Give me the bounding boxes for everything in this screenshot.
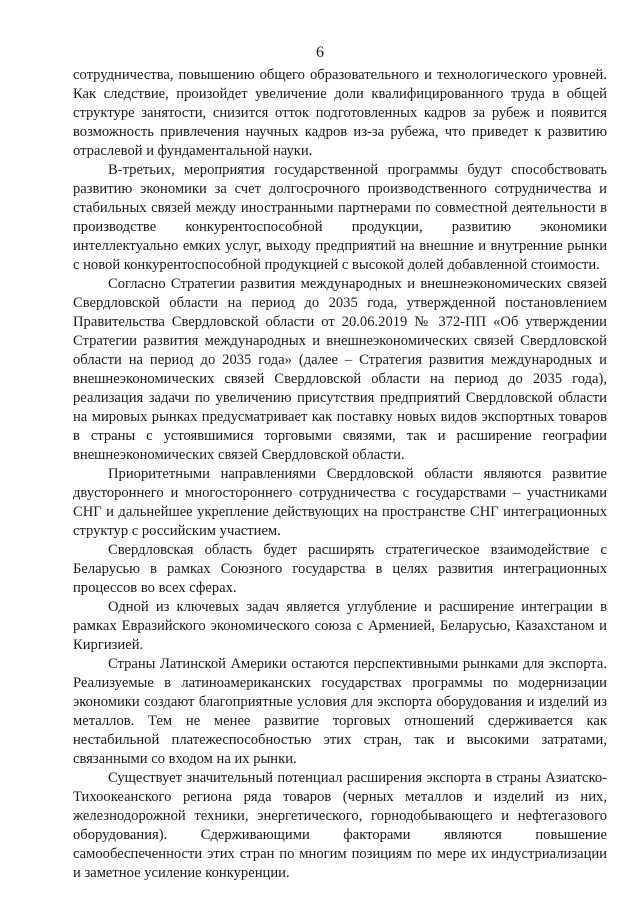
- paragraph-8: Существует значительный потенциал расширения экспорта в страны Азиатско-Тихоокеанского региона ряда товаров (черных металлов и изделий из них, железнодорожной техники, энергетического, горнодобывающего и нефтегазового оборудования). Сдерживающими факторами являются повышение самообеспеченности этих стран по многим позициям по мере их индустриализации и заметное усиление конкуренции.: [73, 770, 607, 881]
- paragraph-3: Согласно Стратегии развития международных и внешнеэкономических связей Свердловской области на период до 2035 года, утвержденной постановлением Правительства Свердловской области от 20.06.2019 № 372-ПП «Об утверждении Стратегии развития международных и внешнеэкономических связей Свердловской области на период до 2035 года» (далее – Стратегия развития международных и внешнеэкономических связей Свердловской области на период до 2035 года), реализация задачи по увеличению присутствия предприятий Свердловской области на мировых рынках предусматривает как поставку новых видов экспортных товаров в страны с устоявшимися торговыми связями, так и расширение географии внешнеэкономических связей Свердловской области.: [73, 276, 607, 463]
- paragraph-1: сотрудничества, повышению общего образовательного и технологического уровней. Как следствие, произойдет увеличение доли квалифицированного труда в общей структуре занятости, снизится отток подготовленных кадров за рубеж и появится возможность привлечения научных кадров из-за рубежа, что приведет к развитию отраслевой и фундаментальной науки.: [73, 67, 607, 159]
- paragraph-6: Одной из ключевых задач является углубление и расширение интеграции в рамках Евразийского экономического союза с Арменией, Беларусью, Казахстаном и Киргизией.: [73, 599, 607, 653]
- paragraph-5: Свердловская область будет расширять стратегическое взаимодействие с Беларусью в рамках Союзного государства в целях развития интеграционных процессов во всех сферах.: [73, 542, 607, 596]
- document-body: [73, 66, 607, 883]
- paragraph-2: В-третьих, мероприятия государственной программы будут способствовать развитию экономики за счет долгосрочного производственного сотрудничества и стабильных связей между иностранными партнерами по совместной деятельности в производстве конкурентоспособной продукции, развитию экономики интеллектуально емких услуг, выходу предприятий на внешние и внутренние рынки с новой конкурентоспособной продукцией с высокой долей добавленной стоимости.: [73, 162, 607, 273]
- paragraph-7: Страны Латинской Америки остаются перспективными рынками для экспорта. Реализуемые в латиноамериканских государствах программы по модернизации экономики создают благоприятные условия для экспорта оборудования и изделий из металлов. Тем не менее развитие торговых отношений сдерживается как нестабильной платежеспособностью этих стран, так и высокими затратами, связанными со входом на их рынки.: [73, 656, 607, 767]
- paragraph-4: Приоритетными направлениями Свердловской области являются развитие двустороннего и многостороннего сотрудничества с государствами – участниками СНГ и дальнейшее укрепление действующих на пространстве СНГ интеграционных структур с российским участием.: [73, 466, 607, 539]
- page-number: 6: [316, 44, 324, 61]
